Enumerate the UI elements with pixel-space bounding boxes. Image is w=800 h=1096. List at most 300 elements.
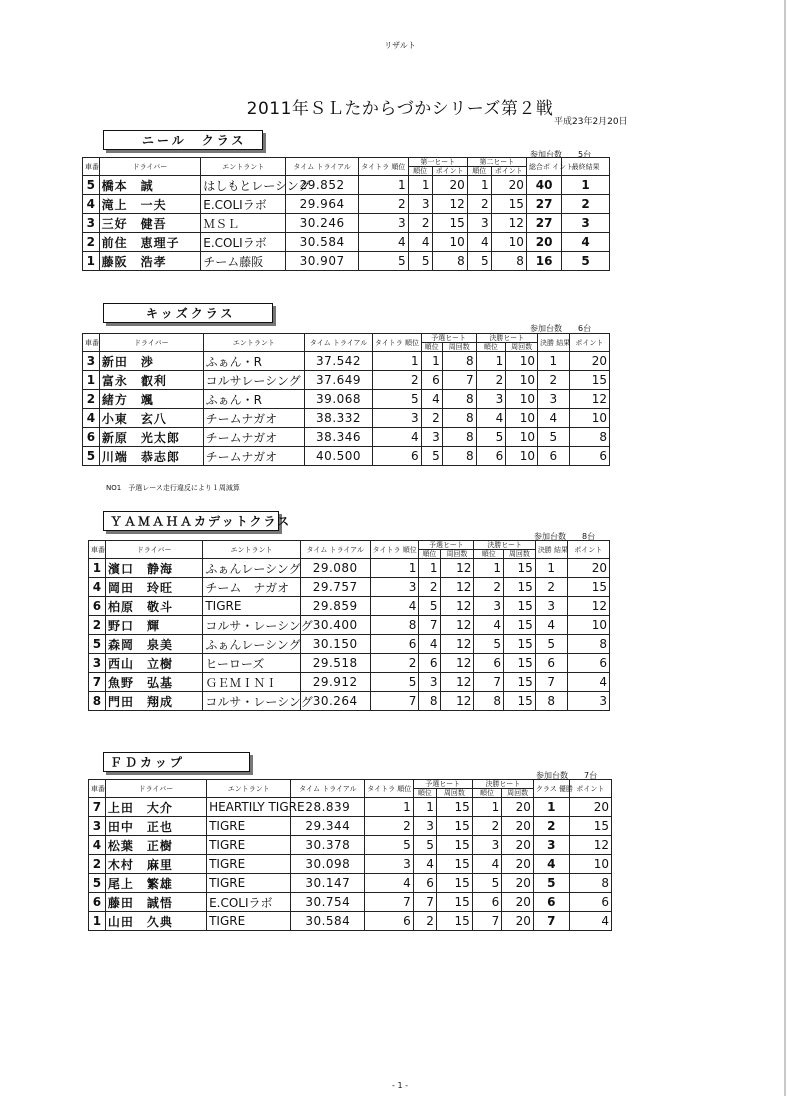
cell-driver: 滝上 一夫 bbox=[99, 195, 201, 214]
cell-f2: 20 bbox=[502, 912, 534, 931]
col-header: 車番 bbox=[89, 541, 106, 559]
cell-res: 7 bbox=[535, 673, 567, 692]
col-header: 車番 bbox=[83, 334, 100, 352]
cell-no: 5 bbox=[83, 176, 100, 195]
cell-entrant: TIGRE bbox=[207, 912, 291, 931]
cell-q1: 2 bbox=[419, 578, 440, 597]
cell-q1: 1 bbox=[419, 559, 440, 578]
cell-tt: 4 bbox=[365, 874, 414, 893]
cell-tt: 6 bbox=[372, 447, 421, 466]
cell-tt: 2 bbox=[370, 654, 419, 673]
cell-q2: 15 bbox=[436, 836, 472, 855]
cell-entrant: HEARTILY TIGRE bbox=[207, 798, 291, 817]
cell-res: 2 bbox=[533, 817, 569, 836]
cell-tt: 6 bbox=[365, 912, 414, 931]
cell-f2: 10 bbox=[506, 428, 538, 447]
cell-time: 38.332 bbox=[305, 409, 373, 428]
cell-f1: 4 bbox=[474, 616, 504, 635]
cell-res: 5 bbox=[537, 428, 569, 447]
cell-f2: 20 bbox=[502, 855, 534, 874]
cell-res: 6 bbox=[537, 447, 569, 466]
cell-f2: 10 bbox=[506, 390, 538, 409]
class-title-fd-cup bbox=[103, 752, 250, 772]
table-row bbox=[89, 692, 610, 711]
cell-driver: 西山 立樹 bbox=[105, 654, 202, 673]
cell-tt: 5 bbox=[358, 252, 408, 271]
cell-f2: 20 bbox=[502, 874, 534, 893]
cell-total: 27 bbox=[526, 195, 561, 214]
col-header: 総合ポ イント bbox=[526, 158, 561, 176]
cell-f1: 4 bbox=[472, 855, 502, 874]
cell-f2: 15 bbox=[504, 597, 536, 616]
cell-no: 2 bbox=[89, 855, 106, 874]
cell-result: 5 bbox=[562, 252, 610, 271]
cell-time: 30.246 bbox=[286, 214, 359, 233]
cell-q1: 4 bbox=[413, 855, 436, 874]
cell-entrant: チームナガオ bbox=[203, 447, 305, 466]
cell-total: 16 bbox=[526, 252, 561, 271]
cell-driver: 前住 恵理子 bbox=[99, 233, 201, 252]
cell-pts: 15 bbox=[569, 817, 611, 836]
cell-res: 4 bbox=[537, 409, 569, 428]
cell-pts: 8 bbox=[569, 428, 609, 447]
cell-time: 29.852 bbox=[286, 176, 359, 195]
class-name: キッズクラス bbox=[146, 306, 236, 321]
col-header: ポイント bbox=[569, 334, 609, 352]
cell-q1: 3 bbox=[419, 673, 440, 692]
cell-q2: 12 bbox=[440, 673, 474, 692]
cell-time: 29.964 bbox=[286, 195, 359, 214]
cell-f2: 20 bbox=[502, 817, 534, 836]
cell-entrant: チーム ナガオ bbox=[203, 578, 300, 597]
cell-pts: 6 bbox=[569, 893, 611, 912]
cell-tt: 8 bbox=[370, 616, 419, 635]
cell-driver: 岡田 玲旺 bbox=[105, 578, 202, 597]
cell-time: 30.098 bbox=[291, 855, 365, 874]
cell-q2: 12 bbox=[440, 654, 474, 673]
cell-tt: 1 bbox=[365, 798, 414, 817]
cell-q2: 12 bbox=[440, 559, 474, 578]
col-header: エントラント bbox=[203, 334, 305, 352]
cell-f1: 6 bbox=[472, 893, 502, 912]
cell-q1: 5 bbox=[419, 597, 440, 616]
table-header bbox=[89, 541, 610, 550]
cell-res: 4 bbox=[535, 616, 567, 635]
cell-pts: 4 bbox=[567, 673, 609, 692]
cell-tt: 5 bbox=[365, 836, 414, 855]
cell-pts: 12 bbox=[569, 836, 611, 855]
class-title-kids bbox=[103, 303, 273, 323]
cell-driver: 小東 玄八 bbox=[99, 409, 203, 428]
cell-f2: 20 bbox=[502, 893, 534, 912]
cell-tt: 7 bbox=[365, 893, 414, 912]
cell-h2r: 1 bbox=[467, 176, 491, 195]
cell-driver: 上田 大介 bbox=[105, 798, 206, 817]
cell-f2: 15 bbox=[504, 578, 536, 597]
cell-driver: 門田 翔成 bbox=[105, 692, 202, 711]
col-header: 周回数 bbox=[442, 343, 476, 352]
cell-f2: 15 bbox=[504, 616, 536, 635]
cell-entrant: ヒーローズ bbox=[203, 654, 300, 673]
cell-driver: 魚野 弘基 bbox=[105, 673, 202, 692]
cell-h1p: 20 bbox=[432, 176, 467, 195]
cell-h2p: 20 bbox=[491, 176, 526, 195]
cell-f1: 2 bbox=[472, 817, 502, 836]
cell-f1: 2 bbox=[476, 371, 506, 390]
cell-q1: 4 bbox=[421, 390, 442, 409]
cell-pts: 6 bbox=[569, 447, 609, 466]
col-header: タイトラ 順位 bbox=[358, 158, 408, 176]
table-row bbox=[89, 836, 612, 855]
col-header: 周回数 bbox=[440, 550, 474, 559]
cell-q1: 6 bbox=[419, 654, 440, 673]
cell-q2: 15 bbox=[436, 798, 472, 817]
cell-time: 30.584 bbox=[291, 912, 365, 931]
cell-q1: 2 bbox=[413, 912, 436, 931]
table-row bbox=[83, 195, 610, 214]
cell-f1: 6 bbox=[476, 447, 506, 466]
cell-res: 8 bbox=[535, 692, 567, 711]
cell-time: 39.068 bbox=[305, 390, 373, 409]
results-table-neil bbox=[82, 157, 610, 271]
cell-h1r: 3 bbox=[408, 195, 432, 214]
col-header: ポイント bbox=[569, 780, 611, 798]
cell-q1: 2 bbox=[421, 409, 442, 428]
cell-h1r: 4 bbox=[408, 233, 432, 252]
col-header: ドライバー bbox=[105, 780, 206, 798]
col-header: タイム トライアル bbox=[305, 334, 373, 352]
table-row bbox=[89, 616, 610, 635]
cell-entrant: はしもとレーシング bbox=[201, 176, 286, 195]
cell-q1: 6 bbox=[421, 371, 442, 390]
cell-no: 2 bbox=[89, 616, 106, 635]
cell-f1: 5 bbox=[474, 635, 504, 654]
table-header bbox=[83, 334, 610, 343]
cell-pts: 8 bbox=[569, 874, 611, 893]
page-edge bbox=[784, 0, 786, 1096]
cell-h2r: 2 bbox=[467, 195, 491, 214]
cell-time: 40.500 bbox=[305, 447, 373, 466]
cell-driver: 新田 渉 bbox=[99, 352, 203, 371]
cell-pts: 10 bbox=[569, 855, 611, 874]
cell-pts: 15 bbox=[569, 371, 609, 390]
cell-pts: 20 bbox=[569, 798, 611, 817]
table-row bbox=[89, 874, 612, 893]
cell-entrant: チームナガオ bbox=[203, 409, 305, 428]
cell-tt: 1 bbox=[372, 352, 421, 371]
cell-result: 2 bbox=[562, 195, 610, 214]
cell-total: 40 bbox=[526, 176, 561, 195]
cell-time: 30.907 bbox=[286, 252, 359, 271]
cell-no: 4 bbox=[89, 836, 106, 855]
cell-total: 27 bbox=[526, 214, 561, 233]
table-header bbox=[89, 780, 612, 789]
table-row bbox=[83, 214, 610, 233]
cell-q2: 8 bbox=[442, 409, 476, 428]
table-row bbox=[83, 352, 610, 371]
cell-f1: 1 bbox=[474, 559, 504, 578]
results-table-yamaha bbox=[88, 540, 610, 711]
table-row bbox=[89, 597, 610, 616]
cell-no: 5 bbox=[83, 447, 100, 466]
col-header: タイム トライアル bbox=[300, 541, 370, 559]
cell-pts: 15 bbox=[567, 578, 609, 597]
cell-res: 4 bbox=[533, 855, 569, 874]
cell-h2r: 4 bbox=[467, 233, 491, 252]
cell-f2: 20 bbox=[502, 836, 534, 855]
cell-no: 6 bbox=[89, 597, 106, 616]
cell-f1: 4 bbox=[476, 409, 506, 428]
cell-time: 30.584 bbox=[286, 233, 359, 252]
cell-res: 6 bbox=[533, 893, 569, 912]
cell-result: 4 bbox=[562, 233, 610, 252]
table-row bbox=[89, 635, 610, 654]
cell-pts: 12 bbox=[567, 597, 609, 616]
cell-driver: 藤阪 浩孝 bbox=[99, 252, 201, 271]
cell-entrant: E.COLIラボ bbox=[201, 195, 286, 214]
cell-q1: 8 bbox=[419, 692, 440, 711]
col-header: 周回数 bbox=[502, 789, 534, 798]
entry-count: 参加台数 6台 bbox=[530, 324, 592, 333]
cell-f2: 15 bbox=[504, 654, 536, 673]
cell-no: 4 bbox=[89, 578, 106, 597]
cell-no: 8 bbox=[89, 692, 106, 711]
col-header: クラス 優勝 bbox=[533, 780, 569, 798]
cell-tt: 1 bbox=[358, 176, 408, 195]
event-date: 平成23年2月20日 bbox=[554, 117, 628, 127]
col-header: 決勝 結果 bbox=[535, 541, 567, 559]
cell-pts: 12 bbox=[569, 390, 609, 409]
col-header: エントラント bbox=[201, 158, 286, 176]
table-row bbox=[89, 559, 610, 578]
cell-pts: 10 bbox=[567, 616, 609, 635]
col-header: タイム トライアル bbox=[286, 158, 359, 176]
table-row bbox=[83, 371, 610, 390]
results-table-fd-cup bbox=[88, 779, 612, 931]
cell-q1: 4 bbox=[419, 635, 440, 654]
cell-tt: 4 bbox=[370, 597, 419, 616]
cell-no: 6 bbox=[89, 893, 106, 912]
cell-q1: 6 bbox=[413, 874, 436, 893]
cell-no: 1 bbox=[89, 912, 106, 931]
header-label: リザルト bbox=[384, 41, 416, 50]
cell-time: 37.649 bbox=[305, 371, 373, 390]
cell-time: 30.264 bbox=[300, 692, 370, 711]
cell-h1p: 15 bbox=[432, 214, 467, 233]
cell-driver: 山田 久典 bbox=[105, 912, 206, 931]
cell-entrant: TIGRE bbox=[207, 874, 291, 893]
cell-tt: 3 bbox=[372, 409, 421, 428]
table-row bbox=[83, 409, 610, 428]
cell-time: 29.859 bbox=[300, 597, 370, 616]
cell-driver: 三好 健吾 bbox=[99, 214, 201, 233]
cell-entrant: ＧＥＭＩＮＩ bbox=[203, 673, 300, 692]
cell-time: 37.542 bbox=[305, 352, 373, 371]
col-header: タイトラ 順位 bbox=[372, 334, 421, 352]
cell-q2: 15 bbox=[436, 874, 472, 893]
cell-q2: 8 bbox=[442, 390, 476, 409]
col-header: 決勝ヒート bbox=[476, 334, 537, 343]
cell-q2: 12 bbox=[440, 635, 474, 654]
cell-res: 3 bbox=[533, 836, 569, 855]
cell-res: 1 bbox=[537, 352, 569, 371]
col-header: ドライバー bbox=[105, 541, 202, 559]
class-name: ニール クラス bbox=[142, 133, 247, 148]
cell-pts: 6 bbox=[567, 654, 609, 673]
cell-q1: 1 bbox=[413, 798, 436, 817]
col-header: 順位 bbox=[476, 343, 506, 352]
cell-q2: 8 bbox=[442, 428, 476, 447]
cell-total: 20 bbox=[526, 233, 561, 252]
cell-f1: 3 bbox=[472, 836, 502, 855]
cell-h1r: 5 bbox=[408, 252, 432, 271]
cell-res: 1 bbox=[533, 798, 569, 817]
cell-f1: 3 bbox=[476, 390, 506, 409]
col-header: 順位 bbox=[419, 550, 440, 559]
cell-time: 29.757 bbox=[300, 578, 370, 597]
cell-no: 3 bbox=[89, 654, 106, 673]
col-header: 予選ヒート bbox=[413, 780, 472, 789]
col-header: 予選ヒート bbox=[419, 541, 474, 550]
cell-driver: 濱口 静海 bbox=[105, 559, 202, 578]
col-header: ドライバー bbox=[99, 334, 203, 352]
cell-q1: 1 bbox=[421, 352, 442, 371]
cell-driver: 尾上 繁雄 bbox=[105, 874, 206, 893]
cell-f1: 7 bbox=[472, 912, 502, 931]
cell-no: 3 bbox=[83, 214, 100, 233]
cell-pts: 20 bbox=[567, 559, 609, 578]
col-header: ポイント bbox=[567, 541, 609, 559]
col-header: 決勝ヒート bbox=[472, 780, 533, 789]
table-row bbox=[83, 176, 610, 195]
cell-entrant: ふぁんレーシング bbox=[203, 559, 300, 578]
cell-entrant: ふぁんレーシング bbox=[203, 635, 300, 654]
table-row bbox=[89, 798, 612, 817]
col-header: 順位 bbox=[408, 167, 432, 176]
cell-entrant: コルサレーシング bbox=[203, 371, 305, 390]
table-row bbox=[83, 252, 610, 271]
cell-h2p: 10 bbox=[491, 233, 526, 252]
cell-q1: 5 bbox=[421, 447, 442, 466]
col-header: 第二ヒート bbox=[467, 158, 526, 167]
results-table-kids bbox=[82, 333, 610, 466]
cell-tt: 2 bbox=[358, 195, 408, 214]
table-header bbox=[83, 158, 610, 167]
cell-res: 3 bbox=[537, 390, 569, 409]
table-row bbox=[83, 233, 610, 252]
cell-q2: 8 bbox=[442, 352, 476, 371]
cell-entrant: ＭＳＬ bbox=[201, 214, 286, 233]
cell-no: 3 bbox=[89, 817, 106, 836]
table-row bbox=[89, 817, 612, 836]
cell-f2: 10 bbox=[506, 352, 538, 371]
cell-q2: 15 bbox=[436, 912, 472, 931]
cell-f2: 10 bbox=[506, 447, 538, 466]
cell-time: 38.346 bbox=[305, 428, 373, 447]
cell-f1: 3 bbox=[474, 597, 504, 616]
cell-entrant: TIGRE bbox=[207, 817, 291, 836]
cell-time: 30.754 bbox=[291, 893, 365, 912]
cell-q1: 3 bbox=[421, 428, 442, 447]
col-header: タイトラ 順位 bbox=[365, 780, 414, 798]
class-title-neil bbox=[103, 130, 263, 150]
cell-res: 1 bbox=[535, 559, 567, 578]
cell-time: 30.147 bbox=[291, 874, 365, 893]
cell-result: 1 bbox=[562, 176, 610, 195]
cell-f2: 15 bbox=[504, 559, 536, 578]
cell-time: 28.839 bbox=[291, 798, 365, 817]
cell-f2: 10 bbox=[506, 409, 538, 428]
cell-entrant: E.COLIラボ bbox=[201, 233, 286, 252]
cell-h1r: 2 bbox=[408, 214, 432, 233]
cell-f1: 7 bbox=[474, 673, 504, 692]
cell-q2: 7 bbox=[442, 371, 476, 390]
cell-res: 3 bbox=[535, 597, 567, 616]
cell-f1: 1 bbox=[476, 352, 506, 371]
cell-h2r: 3 bbox=[467, 214, 491, 233]
cell-q1: 7 bbox=[419, 616, 440, 635]
cell-driver: 富永 叡利 bbox=[99, 371, 203, 390]
table-row bbox=[83, 390, 610, 409]
cell-driver: 田中 正也 bbox=[105, 817, 206, 836]
entry-count: 参加台数 8台 bbox=[534, 532, 596, 541]
class-title-yamaha bbox=[103, 511, 292, 531]
cell-f1: 5 bbox=[472, 874, 502, 893]
cell-tt: 6 bbox=[370, 635, 419, 654]
cell-driver: 柏原 敬斗 bbox=[105, 597, 202, 616]
cell-q2: 12 bbox=[440, 692, 474, 711]
col-header: タイトラ 順位 bbox=[370, 541, 419, 559]
cell-no: 4 bbox=[83, 409, 100, 428]
cell-entrant: チーム藤阪 bbox=[201, 252, 286, 271]
cell-tt: 7 bbox=[370, 692, 419, 711]
table-row bbox=[89, 673, 610, 692]
entry-count: 参加台数 5台 bbox=[530, 150, 592, 159]
cell-h1p: 12 bbox=[432, 195, 467, 214]
cell-tt: 3 bbox=[358, 214, 408, 233]
cell-f2: 15 bbox=[504, 692, 536, 711]
cell-res: 2 bbox=[537, 371, 569, 390]
cell-tt: 3 bbox=[370, 578, 419, 597]
cell-time: 30.150 bbox=[300, 635, 370, 654]
page-title: 2011年ＳＬたからづかシリーズ第２戦 bbox=[246, 99, 554, 119]
table-row bbox=[83, 447, 610, 466]
table-row bbox=[89, 893, 612, 912]
cell-pts: 10 bbox=[569, 409, 609, 428]
cell-entrant: コルサ・レーシング bbox=[203, 692, 300, 711]
cell-tt: 5 bbox=[372, 390, 421, 409]
cell-no: 7 bbox=[89, 798, 106, 817]
cell-no: 5 bbox=[89, 874, 106, 893]
table-row bbox=[89, 654, 610, 673]
cell-tt: 1 bbox=[370, 559, 419, 578]
col-header: 順位 bbox=[467, 167, 491, 176]
cell-res: 6 bbox=[535, 654, 567, 673]
col-header: 予選ヒート bbox=[421, 334, 476, 343]
cell-result: 3 bbox=[562, 214, 610, 233]
cell-res: 5 bbox=[535, 635, 567, 654]
col-header: 周回数 bbox=[504, 550, 536, 559]
col-header: 周回数 bbox=[436, 789, 472, 798]
col-header: 決勝 結果 bbox=[537, 334, 569, 352]
cell-time: 29.518 bbox=[300, 654, 370, 673]
cell-h1r: 1 bbox=[408, 176, 432, 195]
cell-q2: 12 bbox=[440, 578, 474, 597]
cell-h1p: 8 bbox=[432, 252, 467, 271]
cell-time: 30.378 bbox=[291, 836, 365, 855]
cell-pts: 8 bbox=[567, 635, 609, 654]
col-header: 車番 bbox=[89, 780, 106, 798]
